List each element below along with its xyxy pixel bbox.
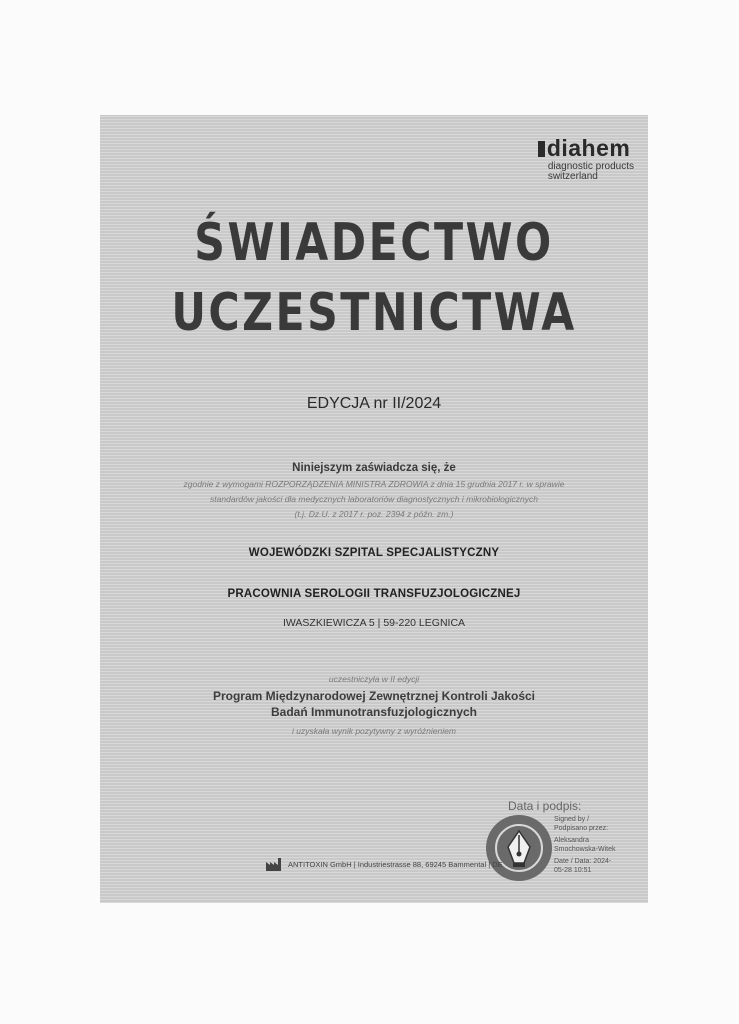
logo-wordmark <box>538 135 634 162</box>
logo-mark-icon <box>538 141 545 157</box>
title-line1: ŚWIADECTWO <box>194 213 554 273</box>
pen-seal-icon <box>486 815 552 881</box>
factory-icon <box>266 857 282 871</box>
hospital-name: WOJEWÓDZKI SZPITAL SPECJALISTYCZNY <box>248 547 500 559</box>
footer <box>266 857 503 871</box>
title-line2: UCZESTNICTWA <box>171 283 577 343</box>
program-line2: Badań Immunotransfuzjologicznych <box>270 705 477 719</box>
signature-label: Data i podpis: <box>508 799 582 813</box>
manufacturer-text: ANTITOXIN GmbH | Industriestrasse 88, 69245 Bammental | DE <box>288 859 503 869</box>
legal-line2: standardów jakości dla medycznych laboratoriów diagnostycznych i mikrobiologicznych <box>210 494 538 504</box>
logo-sub-line1: diagnostic products <box>547 161 634 172</box>
certify-statement: Niniejszym zaświadcza się, że <box>292 462 456 474</box>
legal-line1: zgodnie z wymogami ROZPORZĄDZENIA MINISTRA ZDROWIA z dnia 15 grudnia 2017 r. w sprawie <box>183 479 565 489</box>
logo-brand: diahem <box>546 135 631 161</box>
participation-line: uczestniczyła w II edycji <box>328 674 420 684</box>
result-line: i uzyskała wynik pozytywny z wyróżnieniem <box>292 726 456 736</box>
program-line1: Program Międzynarodowej Zewnętrznej Kontroli Jakości <box>212 689 536 703</box>
digital-signature-text: Signed by / Podpisano przez: Aleksandra Smochowska-Witek Date / Data: 2024- 05-28 10:51 <box>554 816 616 874</box>
edition-number: EDYCJA nr II/2024 <box>306 395 442 412</box>
legal-line3: (t.j. Dz.U. z 2017 r. poz. 2394 z późn. zm.) <box>294 509 454 519</box>
diahem-logo <box>538 135 634 182</box>
address: IWASZKIEWICZA 5 | 59-220 LEGNICA <box>282 617 466 629</box>
department-name: PRACOWNIA SEROLOGII TRANSFUZJOLOGICZNEJ <box>227 588 521 600</box>
logo-sub-line2: switzerland <box>547 171 598 182</box>
certificate-sheet <box>100 115 648 903</box>
